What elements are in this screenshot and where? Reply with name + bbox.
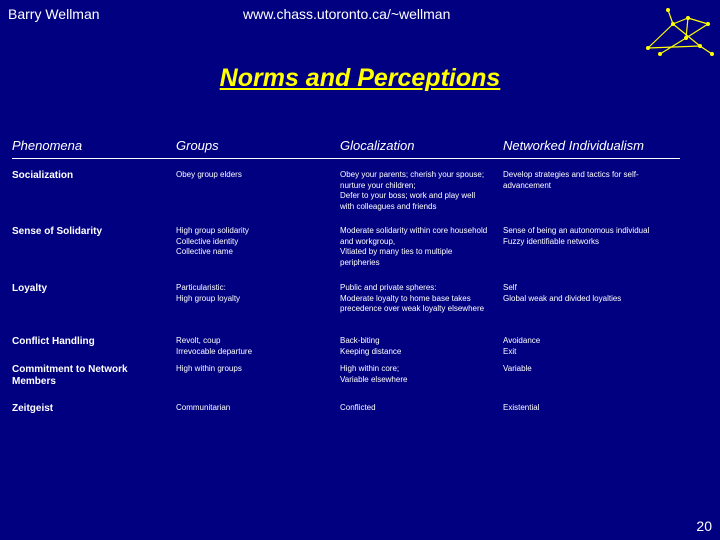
- table-cell: High within core; Variable elsewhere: [340, 364, 408, 384]
- table-cell: Loyalty: [12, 283, 48, 294]
- table-cell: Avoidance Exit: [503, 336, 541, 356]
- column-header: Phenomena: [12, 138, 83, 153]
- author-name: Barry Wellman: [8, 6, 100, 22]
- table-cell: Back-biting Keeping distance: [340, 336, 402, 356]
- table-cell: Revolt, coup Irrevocable departure: [176, 336, 253, 356]
- table-cell: Socialization: [12, 170, 74, 181]
- table-cell: High group solidarity Collective identity Collective name: [176, 226, 249, 256]
- author-url[interactable]: www.chass.utoronto.ca/~wellman: [243, 6, 451, 22]
- column-header: Networked Individualism: [503, 138, 644, 153]
- table-header: [12, 138, 680, 159]
- table-cell: Obey your parents; cherish your spouse; nurture your children; Defer to your boss; work and play well with colleagues and friends: [340, 170, 485, 211]
- table-cell: Conflict Handling: [12, 336, 95, 347]
- table-cell: Existential: [503, 403, 540, 412]
- network-logo-icon: [638, 4, 718, 62]
- table-cell: Moderate solidarity within core household and workgroup, Vitiated by many ties to multiple peripheries: [340, 226, 488, 267]
- table-cell: Sense of being an autonomous individual Fuzzy identifiable networks: [503, 226, 650, 246]
- table-cell: Commitment to Network Members: [12, 364, 128, 387]
- table-cell: Obey group elders: [176, 170, 242, 179]
- table-cell: Zeitgeist: [12, 403, 54, 414]
- slide-title: Norms and Perceptions: [219, 64, 501, 92]
- norms-table: [12, 138, 680, 414]
- table-cell: Develop strategies and tactics for self-advancement: [503, 170, 639, 190]
- column-header: Groups: [176, 138, 219, 153]
- table-cell: Communitarian: [176, 403, 231, 412]
- table-cell: Public and private spheres: Moderate loyalty to home base takes precedence over weak loyalty elsewhere: [340, 283, 485, 313]
- table-cell: High within groups: [176, 364, 242, 373]
- table-cell: Variable: [503, 364, 532, 373]
- table-cell: Conflicted: [340, 403, 376, 412]
- table-cell: Self Global weak and divided loyalties: [503, 283, 622, 303]
- page-number: 20: [696, 518, 712, 534]
- column-header: Glocalization: [340, 138, 415, 153]
- table-cell: Sense of Solidarity: [12, 226, 103, 237]
- table-cell: Particularistic: High group loyalty: [176, 283, 241, 303]
